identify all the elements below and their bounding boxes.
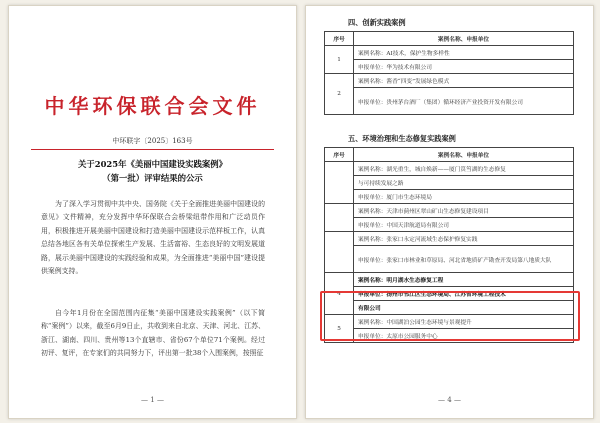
table-row xyxy=(325,162,574,176)
section-4-table xyxy=(324,31,574,115)
left-page xyxy=(8,5,297,419)
table-row xyxy=(325,190,574,204)
red-divider xyxy=(31,149,274,150)
section-5-title: 五、环境治理和生态修复实践案例 xyxy=(348,134,456,143)
table-row-highlighted xyxy=(325,273,574,287)
notice-title-line1: 关于2025年《美丽中国建设实践案例》 xyxy=(78,159,227,169)
red-highlight-box xyxy=(320,291,580,341)
case-line: 申报单位：太原市公园服务中心 xyxy=(354,329,574,343)
case-unit: 申报单位：华为技术有限公司 xyxy=(354,60,574,74)
table-row xyxy=(325,60,574,74)
table-header-row xyxy=(325,32,574,46)
table-header-row xyxy=(325,148,574,162)
column-header-info: 案例名称、申报单位 xyxy=(354,148,574,162)
paragraph-1: 为了深入学习贯彻中共中央、国务院《关于全面推进美丽中国建设的意见》文件精神，充分发挥中华环保联合会桥梁纽带作用和广泛动员作用，积极推进开展美丽中国建设和打造美丽中国建设示范样板工作，认真总结各地区各有关单位探索生产发展、生活富裕、生态良好的文明发展道路，展示美丽中国建设的实践经验和成果，为全面推进“美丽中国”建设提供案例支持。 xyxy=(41,200,265,276)
case-line: 申报单位：中国天津航道局有限公司 xyxy=(354,218,574,232)
case-line: 案例名称：张家口永定河流域生态保护修复实践 xyxy=(354,232,574,246)
paragraph-2: 自今年1月份在全国范围内征集“美丽中国建设实践案例”（以下简称“案例”）以来，截至6月9日止，共收到来自北京、天津、河北、江苏、浙江、湖南、四川、贵州等13个直辖市、省份67个单位71个案例。经过初评、复评，在专家们的共同努力下，评出第一批38个入围案例，按照征 xyxy=(41,309,265,358)
case-line: 有限公司 xyxy=(354,301,574,315)
case-line: 案例名称：天津市蓟州区翠山矿山生态修复建设项目 xyxy=(354,204,574,218)
table-row xyxy=(325,88,574,115)
row-number xyxy=(325,232,354,273)
table-row xyxy=(325,176,574,190)
row-number: 4 xyxy=(325,273,354,315)
table-row xyxy=(325,46,574,60)
case-line: 申报单位：张家口市林业和草原局、河北省地质矿产勘查开发局第八地质大队 xyxy=(354,246,574,273)
row-number: 5 xyxy=(325,315,354,343)
column-header-no: 序号 xyxy=(325,32,354,46)
column-header-no: 序号 xyxy=(325,148,354,162)
case-line: 案例名称：湖光重生，城自焕新——厦门筼筜湖的生态修复 xyxy=(354,162,574,176)
table-row xyxy=(325,246,574,273)
row-number: 2 xyxy=(325,74,354,115)
case-line: 申报单位：扬州市邗江区生态环境局、江苏省环境工程技术 xyxy=(354,287,574,301)
row-number: 1 xyxy=(325,46,354,74)
right-page xyxy=(305,5,594,419)
table-row xyxy=(325,218,574,232)
table-row xyxy=(325,204,574,218)
page-number-left: — 1 — xyxy=(141,396,164,404)
section-4-title: 四、创新实践案例 xyxy=(348,18,406,27)
case-line: 案例名称：中国湖泊公园生态环境与景观提升 xyxy=(354,315,574,329)
table-row xyxy=(325,74,574,88)
case-line: 案例名称：明月湖水生态修复工程 xyxy=(354,273,574,287)
case-name: 案例名称：AI技术，保护生物多样性 xyxy=(354,46,574,60)
page-number-right: — 4 — xyxy=(438,396,461,404)
row-number xyxy=(325,162,354,204)
document-header-title: 中华环保联合会文件 xyxy=(44,94,261,118)
case-line: 申报单位：厦门市生态环境局 xyxy=(354,190,574,204)
case-name: 案例名称：酱香“四变”发展绿色模式 xyxy=(354,74,574,88)
table-row xyxy=(325,232,574,246)
case-unit: 申报单位：贵州茅台酒厂（集团）循环经济产业投资开发有限公司 xyxy=(354,88,574,115)
row-number xyxy=(325,204,354,232)
notice-title-line2: （第一批）评审结果的公示 xyxy=(102,173,203,183)
case-line: 与可持续发展之路 xyxy=(354,176,574,190)
column-header-info: 案例名称、申报单位 xyxy=(354,32,574,46)
document-number: 中环联字〔2025〕163号 xyxy=(112,137,193,145)
